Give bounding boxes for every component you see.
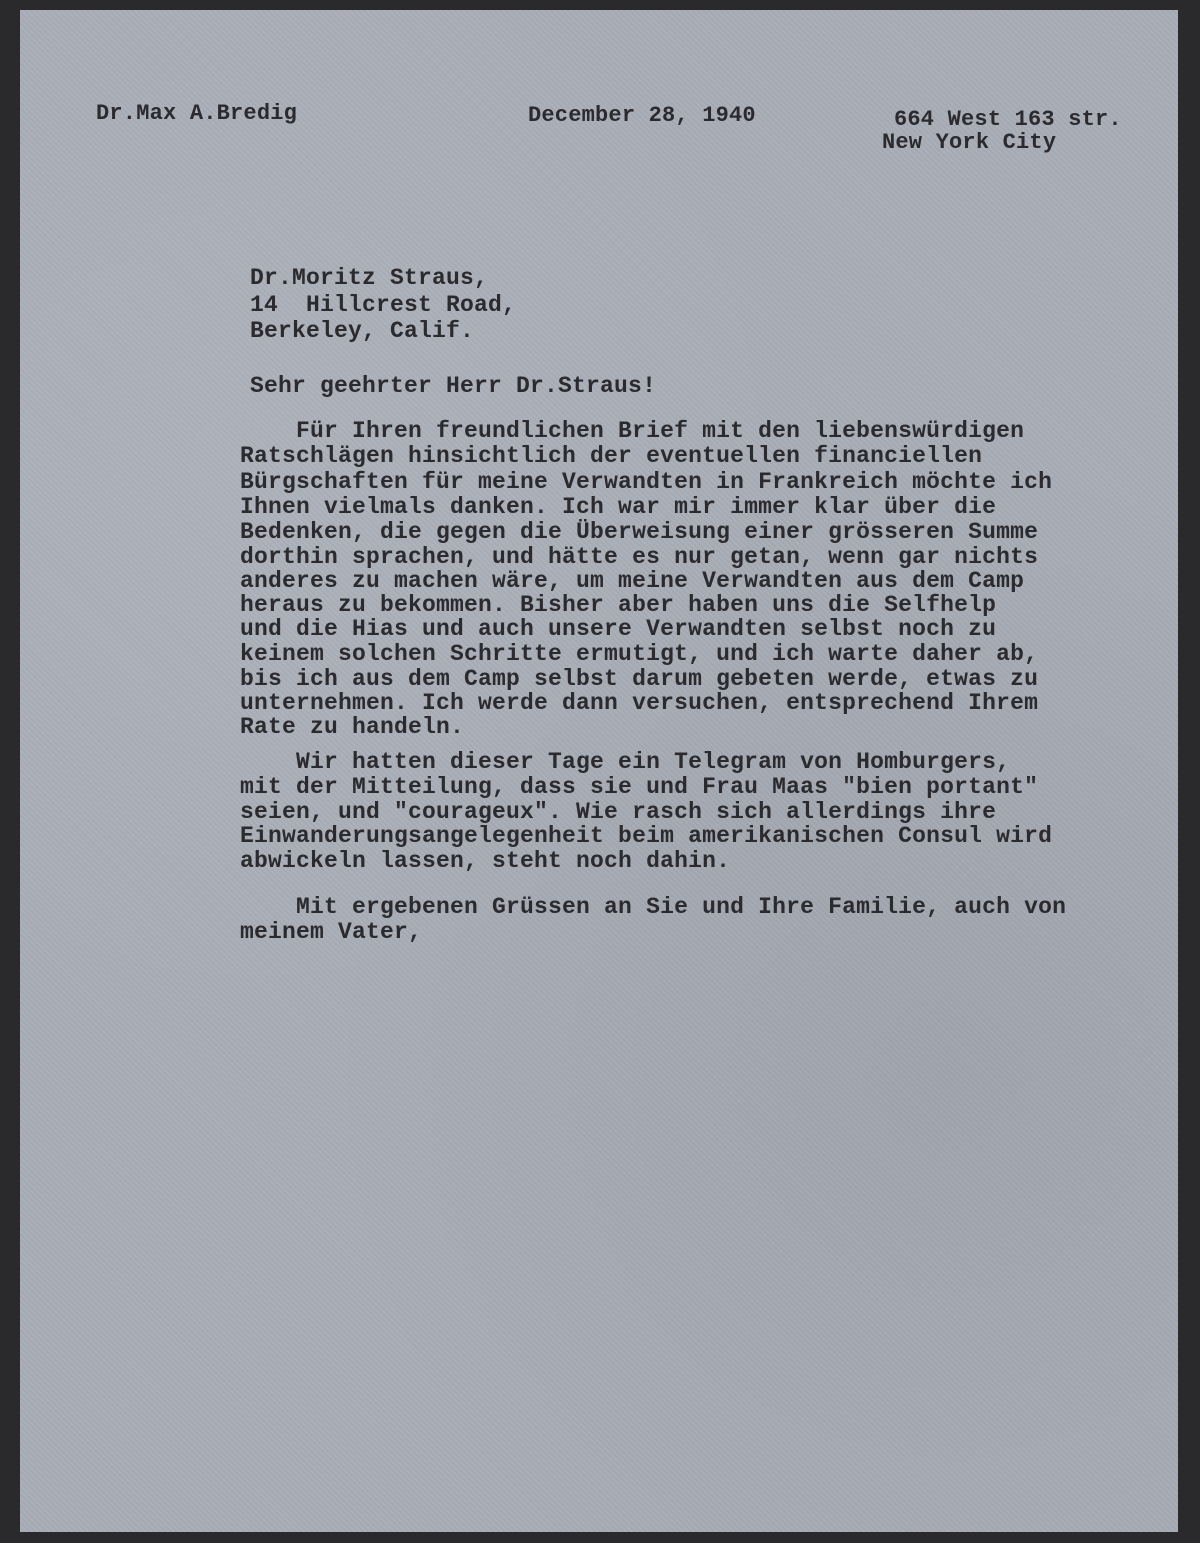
paragraph-2-line: mit der Mitteilung, dass sie und Frau Maas "bien portant" [240, 774, 1039, 800]
letter-page [20, 10, 1178, 1532]
paragraph-1-line: Für Ihren freundlichen Brief mit den liebenswürdigen [240, 418, 1025, 444]
paragraph-1-line: anderes zu machen wäre, um meine Verwandten aus dem Camp [240, 568, 1025, 594]
paragraph-1-line: Bürgschaften für meine Verwandten in Frankreich möchte ich [240, 469, 1053, 495]
paragraph-1-line: keinem solchen Schritte ermutigt, und ich warte daher ab, [240, 641, 1039, 667]
paragraph-2-line: abwickeln lassen, steht noch dahin. [240, 848, 731, 874]
recipient-street: 14 Hillcrest Road, [250, 292, 517, 318]
paragraph-2-line: seien, und "courageux". Wie rasch sich allerdings ihre [240, 799, 997, 825]
sender-address-line2: New York City [882, 130, 1057, 155]
recipient-city: Berkeley, Calif. [250, 318, 475, 344]
paragraph-1-line: Ratschlägen hinsichtlich der eventuellen financiellen [240, 443, 983, 469]
sender-address-line1: 664 West 163 str. [894, 107, 1122, 132]
paragraph-1-line: unternehmen. Ich werde dann versuchen, entsprechend Ihrem [240, 690, 1039, 716]
paragraph-1-line: und die Hias und auch unsere Verwandten selbst noch zu [240, 616, 997, 642]
paragraph-1-line: Rate zu handeln. [240, 714, 465, 740]
recipient-name: Dr.Moritz Straus, [250, 265, 489, 291]
paragraph-1-line: heraus zu bekommen. Bisher aber haben uns die Selfhelp [240, 592, 997, 618]
paragraph-1-line: Bedenken, die gegen die Überweisung einer grösseren Summe [240, 519, 1039, 545]
paragraph-1-line: dorthin sprachen, und hätte es nur getan, wenn gar nichts [240, 544, 1039, 570]
sender-name: Dr.Max A.Bredig [96, 101, 298, 126]
letter-date: December 28, 1940 [528, 103, 756, 128]
paragraph-1-line: bis ich aus dem Camp selbst darum gebeten werde, etwas zu [240, 666, 1039, 692]
paragraph-2-line: Einwanderungsangelegenheit beim amerikanischen Consul wird [240, 823, 1053, 849]
closing-line: Mit ergebenen Grüssen an Sie und Ihre Familie, auch von [240, 894, 1067, 920]
paragraph-2-line: Wir hatten dieser Tage ein Telegram von Homburgers, [240, 749, 1011, 775]
salutation: Sehr geehrter Herr Dr.Straus! [250, 373, 657, 399]
closing-line: meinem Vater, [240, 919, 423, 945]
paragraph-1-line: Ihnen vielmals danken. Ich war mir immer klar über die [240, 494, 997, 520]
